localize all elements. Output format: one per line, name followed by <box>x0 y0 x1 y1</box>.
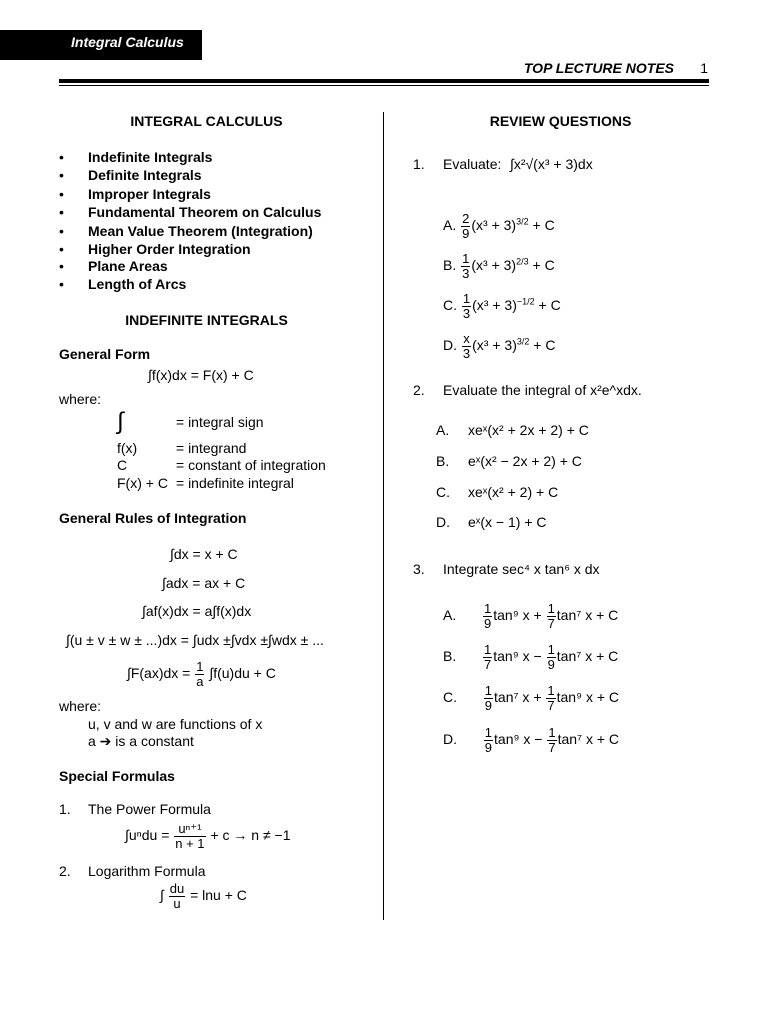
option-body: (x³ + 3) <box>471 217 517 234</box>
option-expression: eˣ(x² − 2x + 2) + C <box>468 453 582 469</box>
fraction-numerator: 1 <box>547 642 555 657</box>
fraction-numerator: 1 <box>484 725 493 740</box>
option-letter: C. <box>443 297 457 314</box>
option-exponent: 3/2 <box>516 336 530 347</box>
option-term: tan⁷ x + C <box>556 648 619 665</box>
fraction-denominator: 3 <box>462 346 471 361</box>
option-expression: xeˣ(x² + 2x + 2) + C <box>468 422 589 438</box>
option-letter: C. <box>436 484 450 500</box>
def-term: C <box>117 457 128 473</box>
list-item: • <box>59 204 64 220</box>
fraction-numerator: du <box>169 881 185 896</box>
option-body: (x³ + 3) <box>471 257 517 274</box>
option-row <box>443 602 618 631</box>
option-fraction <box>462 292 471 321</box>
list-item: • <box>59 167 64 183</box>
fraction-denominator: u <box>173 896 181 911</box>
fraction-denominator: 9 <box>484 698 493 713</box>
rule-2: ∫adx = ax + C <box>162 575 246 591</box>
fraction-denominator: 7 <box>484 657 492 672</box>
rule-5-fraction <box>195 660 204 689</box>
fraction-denominator: 3 <box>462 266 470 281</box>
option-letter: D. <box>443 337 457 354</box>
power-left: ∫uⁿdu = <box>125 827 170 844</box>
section-heading: INDEFINITE INTEGRALS <box>125 312 288 328</box>
power-right: + c → n ≠ −1 <box>210 827 291 844</box>
option-row <box>443 252 555 281</box>
header-tab-title: Integral Calculus <box>71 34 184 50</box>
option-term: tan⁹ x + <box>493 607 542 624</box>
option-exponent: 3/2 <box>516 216 529 227</box>
log-left: ∫ <box>160 887 164 904</box>
question-prompt: Evaluate the integral of x²e^xdx. <box>443 382 642 398</box>
where2-line: a ➔ is a constant <box>88 733 194 749</box>
fraction-denominator: n + 1 <box>175 836 205 851</box>
rule-4: ∫(u ± v ± w ± ...)dx = ∫udx ±∫vdx ±∫wdx ± ... <box>66 632 324 648</box>
question-number: 3. <box>413 561 425 577</box>
def-term: F(x) + C <box>117 475 168 491</box>
option-tail: + C <box>538 297 561 314</box>
option-body: (x³ + 3) <box>472 297 517 314</box>
def-term: f(x) <box>117 440 138 456</box>
special-name: The Power Formula <box>88 801 211 817</box>
power-fraction <box>174 822 205 851</box>
power-formula <box>125 822 291 851</box>
option-term: tan⁷ x + C <box>556 607 619 624</box>
def-desc: = integral sign <box>176 414 264 430</box>
option-row <box>443 332 555 361</box>
topic-item: Plane Areas <box>88 258 168 274</box>
list-item: • <box>59 186 64 202</box>
option-letter: B. <box>443 257 457 274</box>
option-term: tan⁷ x + C <box>557 731 620 748</box>
option-fraction <box>546 684 555 713</box>
question-prompt: Integrate sec⁴ x tan⁶ x dx <box>443 561 600 577</box>
option-term: tan⁷ x + <box>494 689 542 706</box>
option-letter: A. <box>443 217 457 234</box>
column-divider <box>383 112 384 920</box>
option-exponent: 2/3 <box>516 256 529 267</box>
fraction-numerator: 1 <box>196 659 204 674</box>
rule-3: ∫af(x)dx = a∫f(x)dx <box>142 603 252 619</box>
fraction-denominator: a <box>196 674 204 689</box>
option-letter: D. <box>436 514 450 530</box>
question-number: 1. <box>413 156 425 172</box>
topic-item: Indefinite Integrals <box>88 149 213 165</box>
fraction-denominator: 9 <box>547 657 555 672</box>
special-number: 1. <box>59 801 71 817</box>
option-fraction <box>462 332 471 361</box>
fraction-numerator: 1 <box>547 683 555 698</box>
option-letter: A. <box>443 607 457 624</box>
option-fraction <box>547 643 556 672</box>
fraction-numerator: 1 <box>484 601 492 616</box>
topic-item: Improper Integrals <box>88 186 211 202</box>
option-expression: xeˣ(x² + 2) + C <box>468 484 559 500</box>
special-number: 2. <box>59 863 71 879</box>
option-fraction <box>484 726 493 755</box>
fraction-numerator: 1 <box>547 601 555 616</box>
fraction-numerator: 1 <box>462 251 470 266</box>
list-item: • <box>59 241 64 257</box>
header-right-title: TOP LECTURE NOTES <box>523 60 674 76</box>
log-formula <box>160 882 247 911</box>
def-desc: = indefinite integral <box>176 475 294 491</box>
option-row <box>443 212 555 241</box>
fraction-denominator: 9 <box>484 740 493 755</box>
def-desc: = constant of integration <box>176 457 326 473</box>
fraction-numerator: x <box>463 331 470 346</box>
fraction-denominator: 7 <box>548 740 556 755</box>
option-letter: C. <box>443 689 457 706</box>
header-rule-thick <box>59 79 709 83</box>
option-fraction <box>547 602 556 631</box>
question-expression: ∫x²√(x³ + 3)dx <box>510 156 593 172</box>
rule-5-right: ∫f(u)du + C <box>209 665 276 682</box>
def-desc: = integrand <box>176 440 247 456</box>
option-tail: + C <box>532 257 555 274</box>
fraction-numerator: 1 <box>484 683 493 698</box>
general-form-equation: ∫f(x)dx = F(x) + C <box>148 367 254 383</box>
right-heading: REVIEW QUESTIONS <box>489 113 632 129</box>
option-expression: eˣ(x − 1) + C <box>468 514 547 530</box>
rules-heading: General Rules of Integration <box>59 510 247 526</box>
fraction-numerator: 2 <box>462 211 470 226</box>
rule-5 <box>127 660 276 689</box>
topic-item: Length of Arcs <box>88 276 187 292</box>
option-fraction <box>483 643 492 672</box>
option-row <box>443 292 561 321</box>
fraction-denominator: 9 <box>484 616 492 631</box>
option-row <box>443 643 618 672</box>
option-fraction <box>547 726 556 755</box>
fraction-denominator: 7 <box>547 698 555 713</box>
page-number: 1 <box>700 60 708 76</box>
topic-item: Definite Integrals <box>88 167 202 183</box>
topic-item: Higher Order Integration <box>88 241 251 257</box>
option-letter: B. <box>436 453 450 469</box>
option-letter: D. <box>443 731 457 748</box>
option-letter: B. <box>443 648 457 665</box>
rule-1: ∫dx = x + C <box>170 546 238 562</box>
fraction-numerator: 1 <box>462 291 471 306</box>
fraction-denominator: 3 <box>462 306 471 321</box>
option-fraction <box>461 212 470 241</box>
special-heading: Special Formulas <box>59 768 175 784</box>
option-term: tan⁹ x − <box>493 648 542 665</box>
option-term: tan⁹ x − <box>494 731 543 748</box>
option-row <box>443 684 619 713</box>
integral-sign: ∫ <box>117 408 124 435</box>
option-tail: + C <box>533 337 556 354</box>
option-row <box>443 726 619 755</box>
where2-line: u, v and w are functions of x <box>88 716 263 732</box>
header-tab <box>0 30 202 60</box>
log-right: = lnu + C <box>190 887 247 904</box>
option-letter: A. <box>436 422 450 438</box>
question-number: 2. <box>413 382 425 398</box>
where-label: where: <box>59 391 102 407</box>
option-fraction <box>461 252 470 281</box>
general-form-label: General Form <box>59 346 151 362</box>
option-tail: + C <box>532 217 555 234</box>
fraction-numerator: uⁿ⁺¹ <box>174 822 205 837</box>
option-exponent: −1/2 <box>516 296 535 307</box>
option-fraction <box>484 684 493 713</box>
list-item: • <box>59 258 64 274</box>
list-item: • <box>59 276 64 292</box>
left-heading: INTEGRAL CALCULUS <box>130 113 283 129</box>
fraction-numerator: 1 <box>484 642 492 657</box>
option-body: (x³ + 3) <box>472 337 517 354</box>
where2-label: where: <box>59 698 102 714</box>
header-rule-thin <box>59 85 709 86</box>
log-fraction <box>169 882 185 911</box>
header-right <box>450 60 710 80</box>
list-item: • <box>59 223 64 239</box>
fraction-denominator: 9 <box>462 226 470 241</box>
topic-item: Mean Value Theorem (Integration) <box>88 223 313 239</box>
fraction-numerator: 1 <box>548 725 556 740</box>
question-prompt: Evaluate: <box>443 156 502 172</box>
option-term: tan⁹ x + C <box>556 689 620 706</box>
list-item: • <box>59 149 64 165</box>
topic-item: Fundamental Theorem on Calculus <box>88 204 322 220</box>
rule-5-left: ∫F(ax)dx = <box>127 665 191 682</box>
option-fraction <box>483 602 492 631</box>
special-name: Logarithm Formula <box>88 863 206 879</box>
fraction-denominator: 7 <box>547 616 555 631</box>
